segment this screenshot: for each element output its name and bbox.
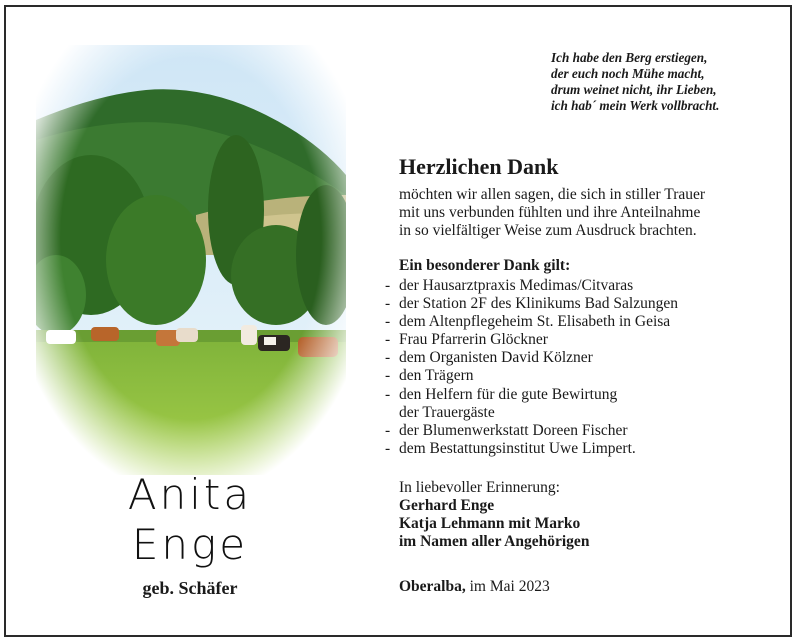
list-item: - Frau Pfarrerin Glöckner xyxy=(385,331,548,349)
intro-line: möchten wir allen sagen, die sich in stiller Trauer xyxy=(399,186,706,203)
intro-line: mit uns verbunden fühlten und ihre Anteilnahme xyxy=(399,204,701,221)
special-thanks-heading: Ein besonderer Dank gilt: xyxy=(399,257,571,274)
thanks-heading: Herzlichen Dank xyxy=(399,154,559,179)
signer-name: im Namen aller Angehörigen xyxy=(399,533,590,550)
signer-name: Gerhard Enge xyxy=(399,497,495,514)
place-name: Oberalba, xyxy=(399,578,466,595)
poem-line: ich hab´ mein Werk vollbracht. xyxy=(551,98,720,113)
signers xyxy=(399,497,589,551)
thanks-intro xyxy=(399,186,705,240)
list-item: - dem Organisten David Kölzner xyxy=(385,349,593,367)
thanks-list xyxy=(385,277,678,458)
poem-line: der euch noch Mühe macht, xyxy=(551,66,705,81)
deceased-first-name: Anita xyxy=(127,470,253,519)
list-item: - der Blumenwerkstatt Doreen Fischer xyxy=(385,421,628,439)
intro-line: in so vielfältiger Weise zum Ausdruck brachten. xyxy=(399,222,697,239)
list-item: - der Station 2F des Klinikums Bad Salzungen xyxy=(385,295,678,313)
deceased-last-name: Enge xyxy=(131,520,249,569)
poem xyxy=(551,50,791,114)
list-item-continuation: der Trauergäste xyxy=(399,403,495,421)
date-text: im Mai 2023 xyxy=(469,578,550,595)
landscape-photo xyxy=(36,45,346,475)
list-item: - dem Bestattungsinstitut Uwe Limpert. xyxy=(385,439,636,457)
list-item: - dem Altenpflegeheim St. Elisabeth in Geisa xyxy=(385,313,671,331)
list-item: - den Trägern xyxy=(385,367,474,385)
memory-line: In liebevoller Erinnerung: xyxy=(399,479,560,496)
signer-name: Katja Lehmann mit Marko xyxy=(399,515,581,532)
list-item: - den Helfern für die gute Bewirtung der Trauergäste xyxy=(385,386,678,422)
deceased-birth-name: geb. Schäfer xyxy=(142,578,238,598)
poem-line: Ich habe den Berg erstiegen, xyxy=(551,50,708,65)
list-item: - der Hausarztpraxis Medimas/Citvaras xyxy=(385,277,634,294)
place-date xyxy=(399,578,550,596)
poem-line: drum weinet nicht, ihr Lieben, xyxy=(551,82,717,97)
